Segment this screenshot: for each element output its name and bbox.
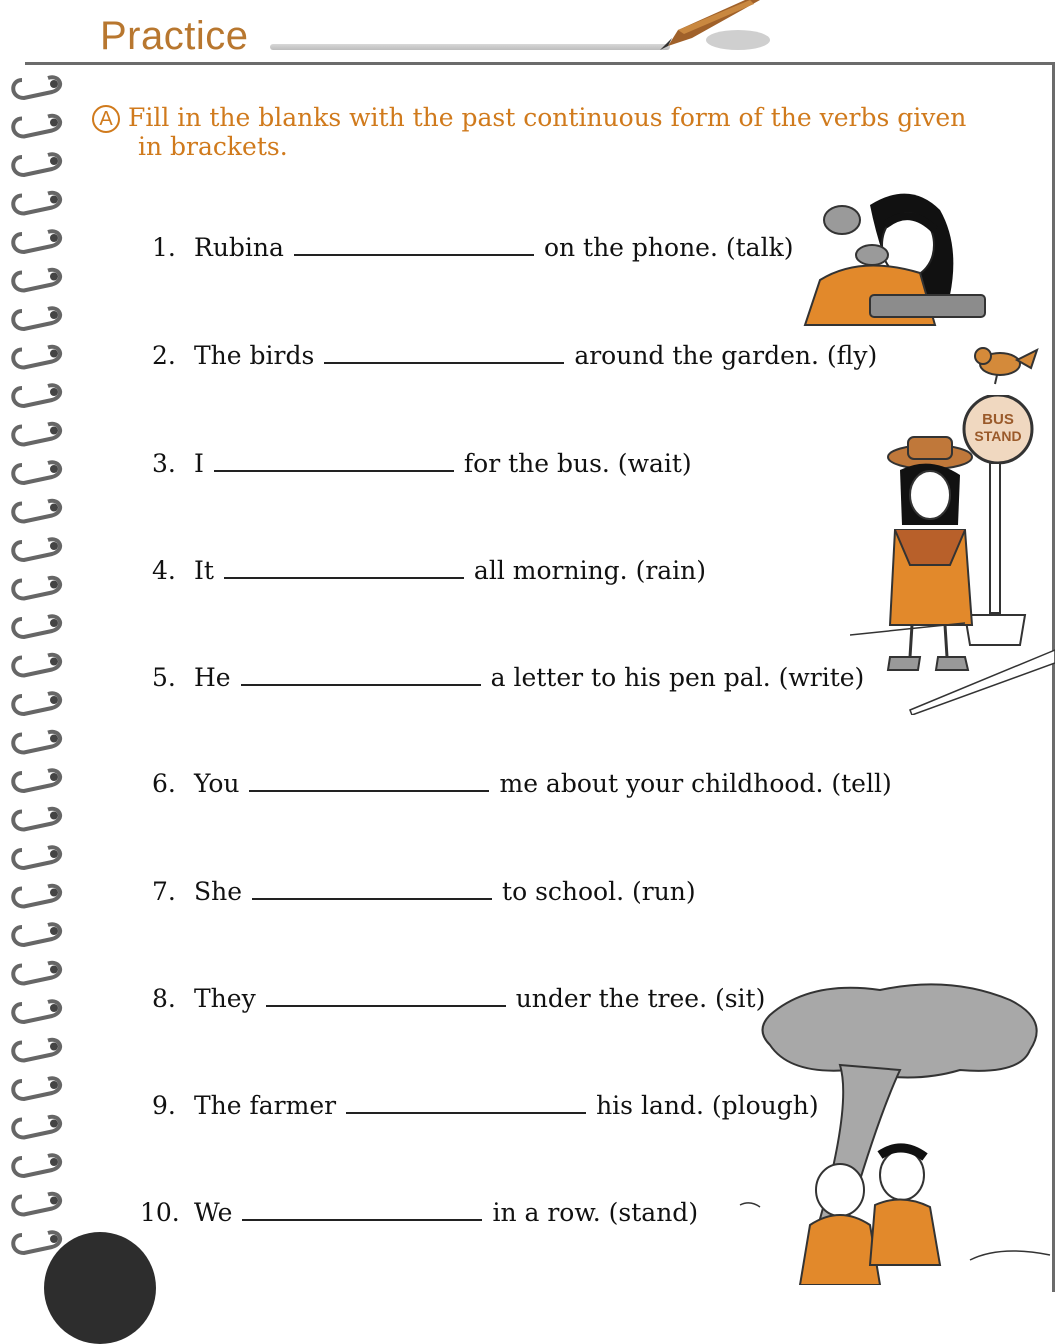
answer-blank[interactable]: [214, 448, 454, 472]
spiral-ring: [13, 270, 60, 291]
spiral-ring: [13, 693, 60, 714]
spiral-ring: [13, 1117, 60, 1138]
spiral-ring: [13, 154, 60, 175]
spiral-ring: [13, 308, 60, 329]
answer-blank[interactable]: [224, 555, 464, 579]
question-2: 2. The birds around the garden. (fly): [152, 341, 878, 370]
spiral-ring: [13, 578, 60, 599]
spiral-ring: [13, 1155, 60, 1176]
spiral-ring: [13, 424, 60, 445]
spiral-ring: [13, 77, 60, 98]
spiral-ring: [13, 193, 60, 214]
spiral-ring: [13, 1194, 60, 1215]
bus-sign-line-1: BUS: [982, 411, 1014, 428]
answer-blank[interactable]: [266, 983, 506, 1007]
tree-and-men-illustration: [730, 975, 1055, 1285]
spiral-ring: [13, 847, 60, 868]
spiral-ring: [13, 116, 60, 137]
instruction-line-1: Fill in the blanks with the past continuous form of the verbs given: [128, 103, 967, 132]
girl-on-phone-illustration: [800, 185, 1000, 330]
exercise-badge: A: [92, 105, 120, 133]
spiral-ring: [13, 809, 60, 830]
spiral-ring: [13, 1040, 60, 1061]
question-5: 5. He a letter to his pen pal. (write): [152, 663, 865, 692]
camera-search-button[interactable]: [44, 1232, 156, 1344]
question-8: 8. They under the tree. (sit): [152, 984, 766, 1013]
answer-blank[interactable]: [294, 232, 534, 256]
spiral-ring: [13, 886, 60, 907]
answer-blank[interactable]: [252, 876, 492, 900]
spiral-binding: [0, 62, 80, 1286]
spiral-ring: [13, 231, 60, 252]
spiral-ring: [13, 616, 60, 637]
question-4: 4. It all morning. (rain): [152, 556, 707, 585]
answer-blank[interactable]: [346, 1090, 586, 1114]
question-10: 10. We in a row. (stand): [140, 1198, 699, 1227]
spiral-ring: [13, 501, 60, 522]
instruction: [92, 104, 1042, 161]
bus-stand-illustration: [850, 395, 1055, 715]
answer-blank[interactable]: [324, 340, 564, 364]
bus-sign-line-2: STAND: [974, 428, 1022, 444]
title-underline: [270, 44, 670, 50]
spiral-ring: [13, 385, 60, 406]
spiral-ring: [13, 963, 60, 984]
spiral-ring: [13, 1232, 60, 1253]
answer-blank[interactable]: [242, 1197, 482, 1221]
spiral-ring: [13, 732, 60, 753]
pencil-icon: [650, 0, 780, 60]
instruction-line-2: in brackets.: [138, 132, 288, 161]
question-6: 6. You me about your childhood. (tell): [152, 769, 892, 798]
spiral-ring: [13, 924, 60, 945]
bird-icon: [965, 340, 1045, 385]
page-title: Practice: [100, 14, 249, 58]
spiral-ring: [13, 1078, 60, 1099]
answer-blank[interactable]: [241, 662, 481, 686]
spiral-ring: [13, 655, 60, 676]
spiral-ring: [13, 462, 60, 483]
spiral-ring: [13, 347, 60, 368]
question-7: 7. She to school. (run): [152, 877, 696, 906]
question-3: 3. I for the bus. (wait): [152, 449, 692, 478]
spiral-ring: [13, 770, 60, 791]
spiral-ring: [13, 539, 60, 560]
question-9: 9. The farmer his land. (plough): [152, 1091, 819, 1120]
question-1: 1. Rubina on the phone. (talk): [152, 233, 794, 262]
spiral-ring: [13, 1001, 60, 1022]
answer-blank[interactable]: [249, 768, 489, 792]
